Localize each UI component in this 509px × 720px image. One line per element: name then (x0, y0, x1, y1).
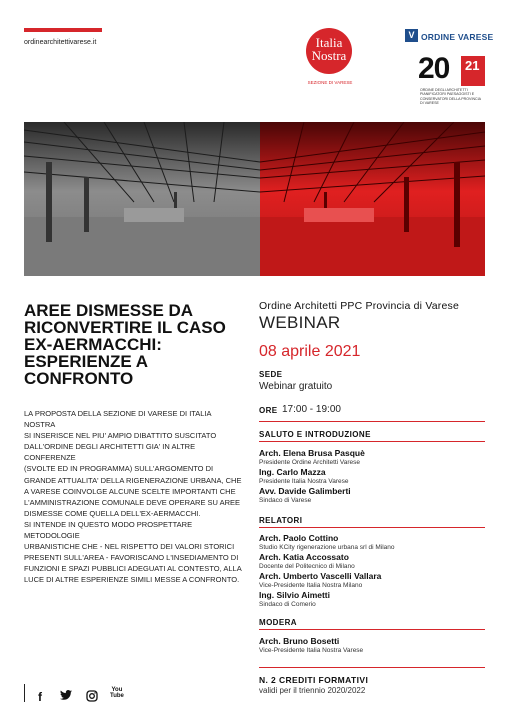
speaker-role: Sindaco di Varese (259, 497, 312, 504)
twitter-icon[interactable] (60, 690, 72, 704)
ordine-year-box-text: 21 (465, 58, 480, 73)
sede-label: SEDE (259, 370, 283, 379)
event-title: AREE DISMESSE DA RICONVERTIRE IL CASO EX-AERMACCHI: ESPERIENZE A CONFRONTO (24, 301, 226, 388)
speaker-name: Arch. Elena Brusa Pasquè (259, 448, 365, 458)
organizer: Ordine Architetti PPC Provincia di Varese (259, 300, 460, 312)
header-accent-bar (24, 28, 102, 32)
relatori-label: RELATORI (259, 516, 303, 525)
speaker-role: Docente del Politecnico di Milano (259, 563, 355, 570)
speaker-name: Avv. Davide Galimberti (259, 486, 351, 496)
site-link[interactable]: ordinearchitettivarese.it (24, 39, 97, 46)
instagram-icon[interactable] (86, 690, 98, 705)
ordine-year-main: 20 (418, 52, 450, 85)
event-description: LA PROPOSTA DELLA SEZIONE DI VARESE DI ITALIA NOSTRA SI INSERISCE NEL PIU' AMPIO DIBATTITO SUSCITATO DALL'ORDINE DEGLI ARCHITETTI GIA' IN ALTRE CONFERENZE (SVOLTE ED IN PROGRAMMA) SULL'ARGOMENTO DI GRANDE ATTUALITA' DELLA RIGENERAZIONE URBANA, CHE A VARESE COINVOLGE ALCUNE SCELTE IMPORTANTI CHE L'AMMINISTRAZIONE COMUNALE DEVE OPERARE SU AREE DISMESSE COME QUELLA DELL'EX-AERMACCHI. SI INTENDE IN QUESTO MODO PROSPETTARE METODOLOGIE URBANISTICHE CHE - NEL RISPETTO DEI VALORI STORICI PRESENTI SULL'AREA - FAVORISCANO L'INSEDIAMENTO DI FUNZIONI E SPAZI PUBBLICI ADEGUATI AL CONTESTO, ALLA LUCE DI ALTRE ESPERIENZE SIMILI MESSE A CONFRONTO. (24, 409, 242, 585)
italia-nostra-logo (306, 28, 352, 74)
italia-nostra-subtitle: SEZIONE DI VARESE (307, 80, 353, 85)
speaker-role: Sindaco di Comerio (259, 601, 316, 608)
speaker-role: Presidente Ordine Architetti Varese (259, 459, 361, 466)
credits-validity: validi per il triennio 2020/2022 (259, 686, 366, 695)
speaker-name: Arch. Bruno Bosetti (259, 636, 340, 646)
saluto-label: SALUTO E INTRODUZIONE (259, 430, 371, 439)
speaker-role: Presidente Italia Nostra Varese (259, 478, 349, 485)
hangar-photo-illustration (24, 122, 485, 276)
event-type: WEBINAR (259, 313, 341, 332)
speaker-name: Arch. Umberto Vascelli Vallara (259, 571, 382, 581)
speaker-role: Studio KCity rigenerazione urbana srl di Milano (259, 544, 395, 551)
ordine-mark: V (405, 29, 418, 42)
event-date: 08 aprile 2021 (259, 343, 361, 360)
speaker-name: Ing. Carlo Mazza (259, 467, 326, 477)
sede-value: Webinar gratuito (259, 381, 333, 392)
ore-value: 17:00 - 19:00 (282, 404, 341, 415)
divider-line (259, 667, 485, 668)
ore-label: ORE (259, 406, 278, 415)
divider-line (259, 441, 485, 442)
speaker-name: Arch. Paolo Cottino (259, 533, 339, 543)
speaker-role: Vice-Presidente Italia Nostra Milano (259, 582, 363, 589)
youtube-icon[interactable]: You Tube (110, 687, 124, 699)
ordine-name: ORDINE VARESE (421, 32, 494, 42)
divider-line (259, 629, 485, 630)
speaker-name: Arch. Katia Accossato (259, 552, 349, 562)
hangar-photo (24, 122, 485, 276)
social-divider (24, 684, 25, 702)
divider-line (259, 527, 485, 528)
italia-nostra-line2: Nostra (311, 48, 347, 63)
speaker-name: Ing. Silvio Aimetti (259, 590, 330, 600)
ordine-small-text: ORDINE DEGLI ARCHITETTI PIANIFICATORI PAESAGGISTI E CONSERVATORI DELLA PROVINCIA DI VARESE (420, 88, 481, 106)
credits-label: N. 2 CREDITI FORMATIVI (259, 675, 369, 685)
modera-label: MODERA (259, 618, 297, 627)
divider-line (259, 421, 485, 422)
speaker-role: Vice-Presidente Italia Nostra Varese (259, 647, 364, 654)
italia-nostra-line1: Italia (315, 35, 343, 50)
facebook-icon[interactable]: f (38, 690, 42, 704)
